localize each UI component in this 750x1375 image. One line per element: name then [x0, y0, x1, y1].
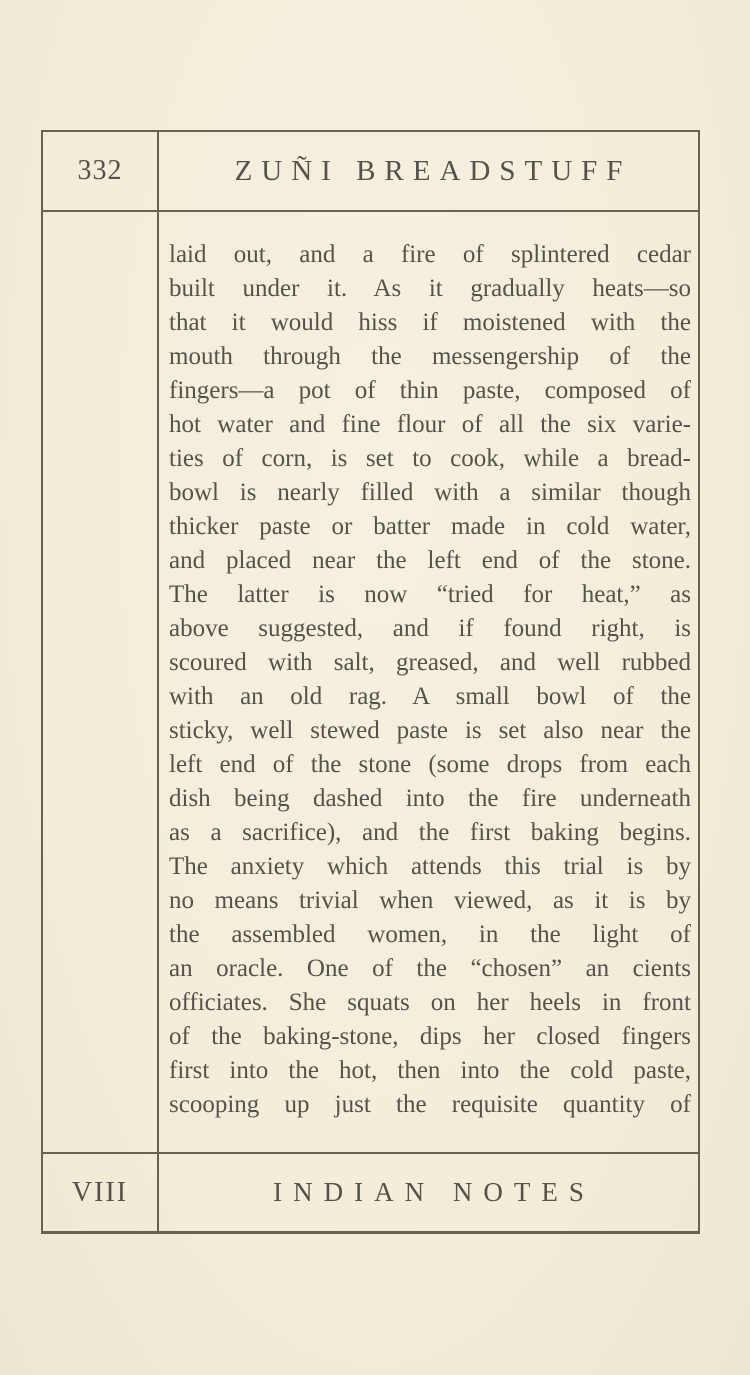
text-line: that it would hiss if moistened with the [169, 309, 691, 336]
text-column [159, 212, 698, 1152]
text-line: ties of corn, is set to cook, while a bread- [169, 445, 691, 472]
text-line: laid out, and a fire of splintered cedar [169, 241, 691, 268]
text-line: hot water and fine flour of all the six varie- [169, 411, 691, 438]
text-line: built under it. As it gradually heats—so [169, 275, 691, 302]
page-frame [41, 130, 700, 1234]
text-line: as a sacrifice), and the first baking begins. [169, 819, 691, 846]
text-line: The anxiety which attends this trial is by [169, 853, 691, 880]
text-line: with an old rag. A small bowl of the [169, 683, 691, 710]
text-line: no means trivial when viewed, as it is by [169, 887, 691, 914]
text-line: fingers—a pot of thin paste, composed of [169, 377, 691, 404]
volume-number: VIII [71, 1176, 129, 1208]
text-line: the assembled women, in the light of [169, 921, 691, 948]
running-title: ZUÑI BREADSTUFF [234, 154, 632, 187]
page-number: 332 [77, 155, 123, 186]
text-line: scoured with salt, greased, and well rubbed [169, 649, 691, 676]
text-line: an oracle. One of the “chosen” an cients [169, 955, 691, 982]
text-line: first into the hot, then into the cold paste, [169, 1057, 691, 1084]
text-line: and placed near the left end of the stone. [169, 547, 691, 574]
text-line: left end of the stone (some drops from each [169, 751, 691, 778]
text-line: scooping up just the requisite quantity of [169, 1091, 691, 1118]
margin-column [43, 212, 159, 1152]
text-line: officiates. She squats on her heels in front [169, 989, 691, 1016]
running-title-cell [159, 132, 698, 212]
text-line: sticky, well stewed paste is set also near the [169, 717, 691, 744]
footer-title-cell [159, 1152, 698, 1231]
page-number-cell [43, 132, 159, 212]
text-line: of the baking-stone, dips her closed fingers [169, 1023, 691, 1050]
footer-title: INDIAN NOTES [273, 1177, 595, 1207]
text-line: above suggested, and if found right, is [169, 615, 691, 642]
text-line: mouth through the messengership of the [169, 343, 691, 370]
volume-number-cell [43, 1152, 159, 1231]
text-line: bowl is nearly filled with a similar though [169, 479, 691, 506]
text-line: thicker paste or batter made in cold water, [169, 513, 691, 540]
text-line: dish being dashed into the fire underneath [169, 785, 691, 812]
text-line: The latter is now “tried for heat,” as [169, 581, 691, 608]
